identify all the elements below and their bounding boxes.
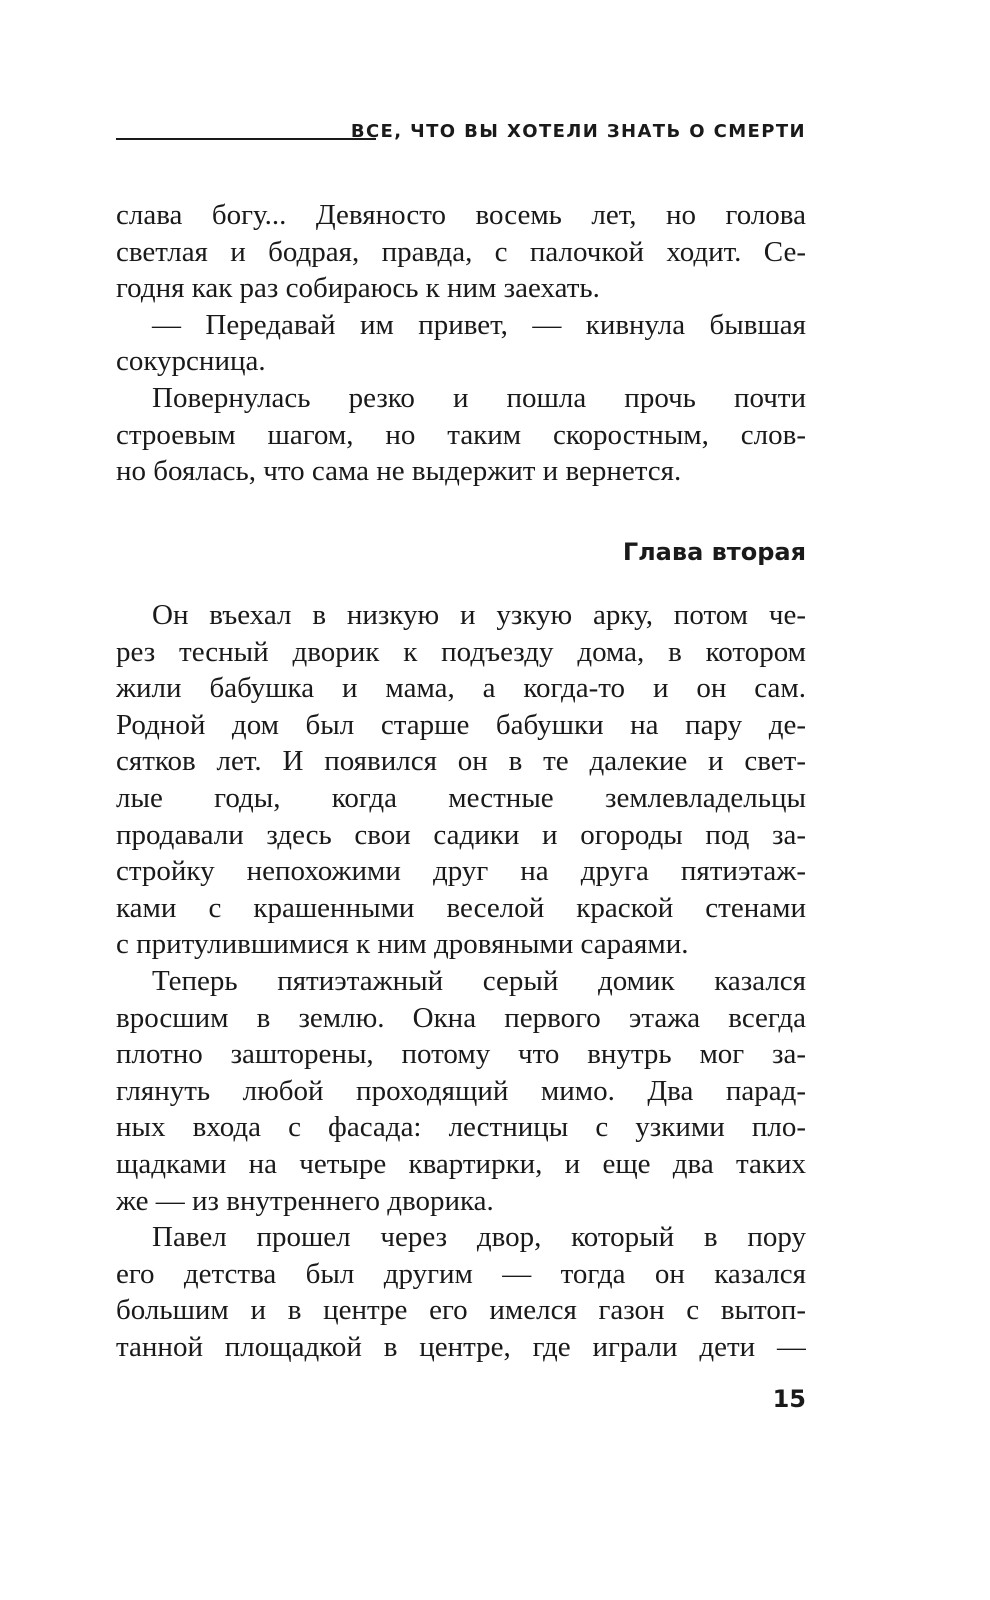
text-line: большим и в центре его имелся газон с вытоп- — [116, 1294, 806, 1327]
text-line: ных входа с фасада: лестницы с узкими пло- — [116, 1111, 806, 1144]
text-line: вросшим в землю. Окна первого этажа всегда — [116, 1001, 806, 1034]
text-line: с притулившимися к ним дровяными сараями. — [116, 928, 689, 961]
chapter-title: Глава вторая — [622, 538, 806, 566]
text-line: Повернулась резко и пошла прочь почти — [152, 381, 806, 414]
text-line: Теперь пятиэтажный серый домик казался — [152, 964, 806, 997]
text-line: танной площадкой в центре, где играли дети — — [116, 1330, 806, 1363]
text-line: Павел прошел через двор, который в пору — [152, 1221, 806, 1254]
page-number: 15 — [772, 1385, 806, 1413]
text-line: строевым шагом, но таким скоростным, слов- — [116, 418, 806, 451]
text-line: его детства был другим — тогда он казался — [116, 1257, 806, 1290]
text-line: светлая и бодрая, правда, с палочкой ходит. Се- — [116, 235, 806, 268]
text-line: слава богу... Девяносто восемь лет, но голова — [116, 199, 806, 231]
text-line: продавали здесь свои садики и огороды под за- — [116, 818, 806, 851]
text-block-1 — [116, 197, 806, 490]
text-line: ками с крашенными веселой краской стенами — [116, 891, 806, 924]
text-line: же — из внутреннего дворика. — [116, 1184, 494, 1217]
text-line: сятков лет. И появился он в те далекие и свет- — [116, 745, 806, 778]
book-page — [116, 0, 806, 1600]
text-line: плотно зашторены, потому что внутрь мог за- — [116, 1038, 806, 1071]
text-line: стройку непохожими друг на друга пятиэтаж- — [116, 855, 806, 888]
text-line: но боялась, что сама не выдержит и вернется. — [116, 455, 682, 488]
text-line: лые годы, когда местные землевладельцы — [116, 781, 806, 814]
text-line: жили бабушка и мама, а когда-то и он сам. — [116, 672, 806, 705]
text-line: рез тесный дворик к подъезду дома, в котором — [116, 635, 806, 668]
text-line: — Передавай им привет, — кивнула бывшая — [152, 308, 806, 341]
text-line: Он въехал в низкую и узкую арку, потом че- — [152, 599, 806, 631]
text-line: сокурсница. — [116, 345, 266, 378]
text-block-2 — [116, 597, 806, 1365]
text-line: годня как раз собираюсь к ним заехать. — [116, 272, 600, 305]
text-line: Родной дом был старше бабушки на пару де- — [116, 708, 806, 741]
text-line: щадками на четыре квартирки, и еще два таких — [116, 1147, 806, 1180]
running-head — [116, 121, 806, 145]
running-head-title: ВСЕ, ЧТО ВЫ ХОТЕЛИ ЗНАТЬ О СМЕРТИ — [350, 121, 806, 142]
text-line: глянуть любой проходящий мимо. Два парад- — [116, 1074, 806, 1107]
running-head-rule — [116, 138, 376, 140]
